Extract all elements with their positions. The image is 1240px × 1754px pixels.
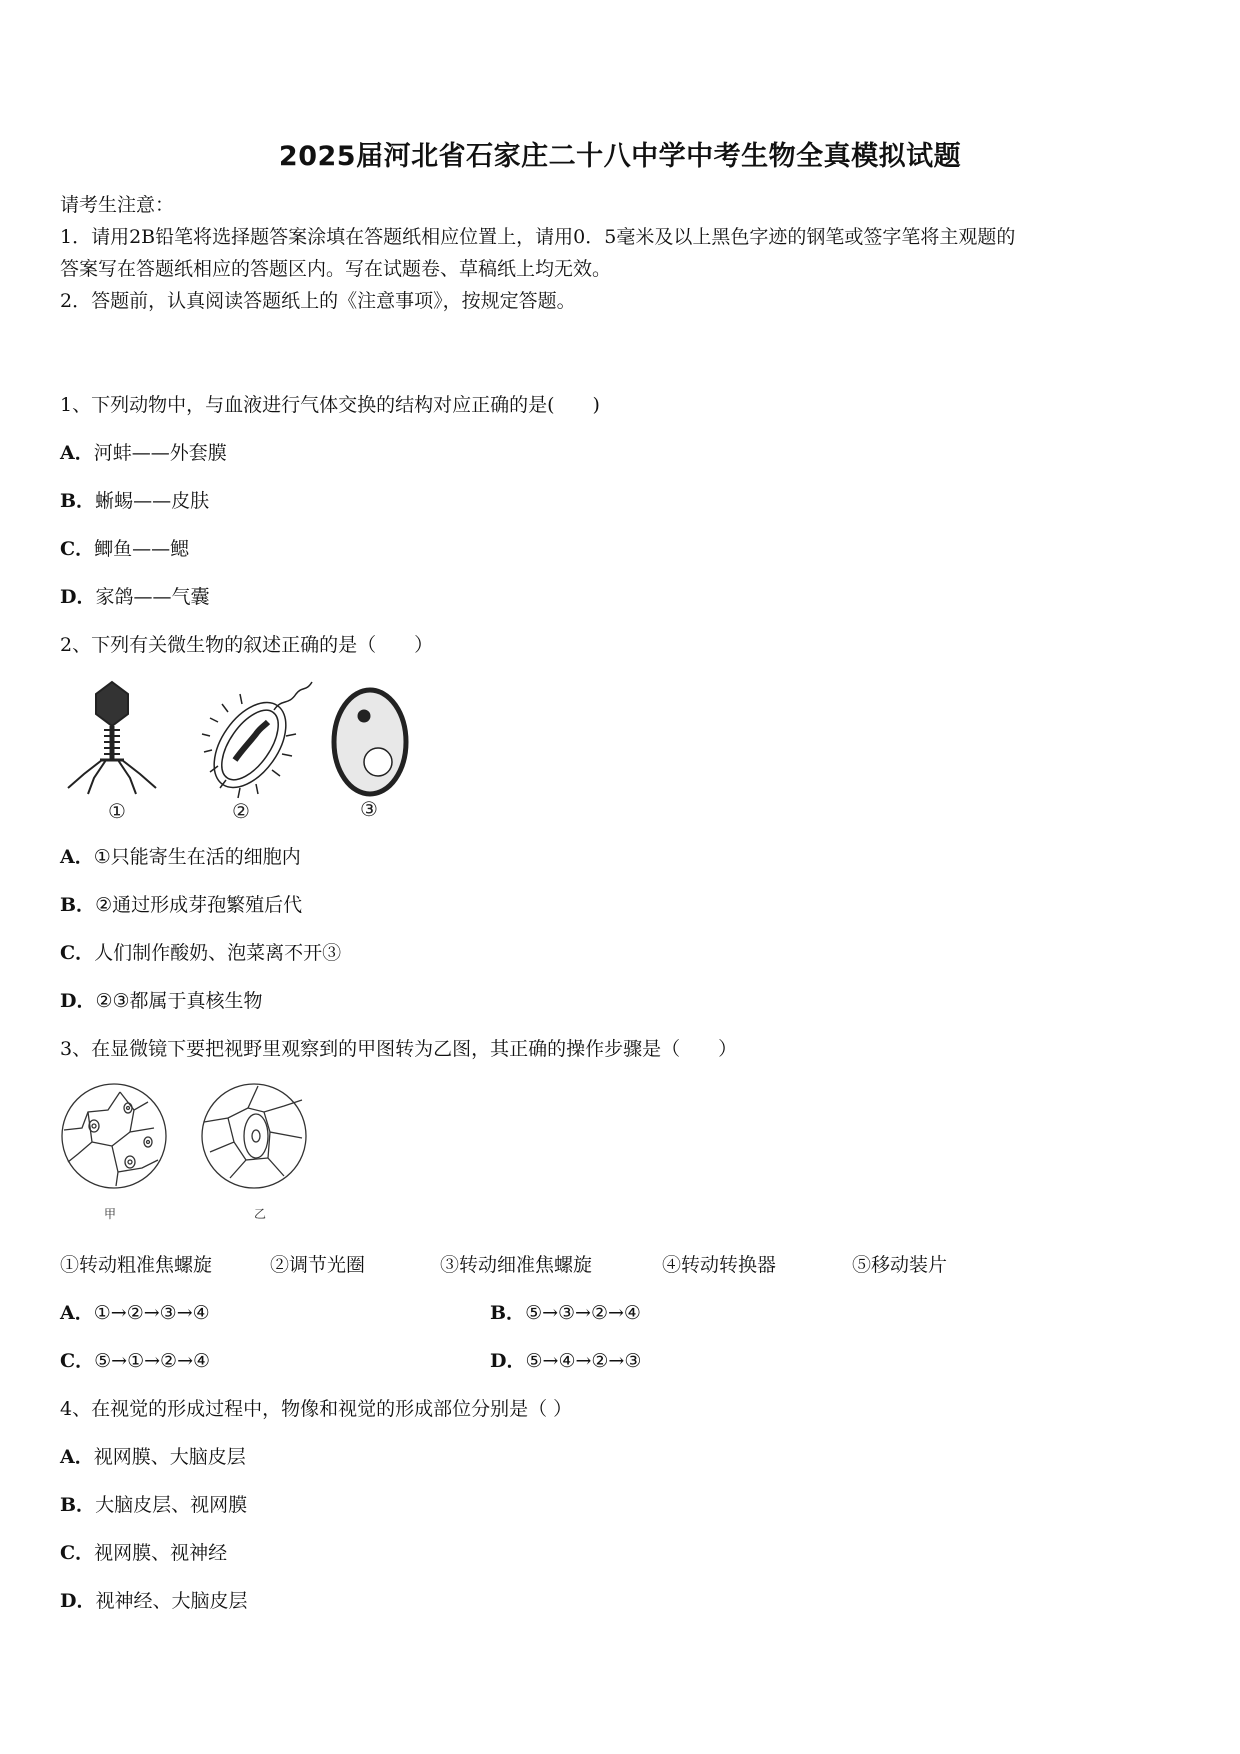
figure-label-jia: 甲 <box>104 1207 117 1221</box>
microorganism-figure <box>60 670 460 820</box>
option-text: ⑤→①→②→④ <box>94 1350 211 1372</box>
q3-option-d[interactable] <box>490 1346 641 1373</box>
option-letter: A． <box>60 846 94 868</box>
option-letter: B． <box>60 894 96 916</box>
q3-option-b[interactable] <box>490 1298 641 1325</box>
option-letter: D． <box>60 1590 96 1612</box>
option-text: 鲫鱼——鳃 <box>94 538 190 560</box>
option-text: 视网膜、视神经 <box>94 1542 228 1564</box>
q2-option-a[interactable] <box>60 842 301 869</box>
option-text: ⑤→④→②→③ <box>525 1350 642 1372</box>
microscope-field-figure <box>58 1082 318 1222</box>
q1-option-a[interactable] <box>60 438 227 465</box>
option-letter: D． <box>490 1350 526 1372</box>
q4-option-b[interactable] <box>60 1490 247 1517</box>
option-text: ②③都属于真核生物 <box>95 990 263 1012</box>
yeast-cell-image <box>334 690 406 794</box>
option-text: ⑤→③→②→④ <box>525 1302 641 1324</box>
figure-label-1: ① <box>108 799 126 820</box>
option-letter: A． <box>60 442 94 464</box>
option-letter: C． <box>60 1542 95 1564</box>
notice-item-1-line-2: 答案写在答题纸相应的答题区内。写在试题卷、草稿纸上均无效。 <box>60 258 612 280</box>
q3-step-1: ①转动粗准焦螺旋 <box>60 1254 213 1276</box>
option-text: 家鸽——气囊 <box>95 586 210 608</box>
q1-option-c[interactable] <box>60 534 189 561</box>
q1-option-d[interactable] <box>60 582 210 609</box>
option-text: 视神经、大脑皮层 <box>95 1590 248 1612</box>
option-letter: B． <box>60 1494 96 1516</box>
option-text: ①→②→③→④ <box>93 1302 210 1324</box>
option-letter: D． <box>60 990 96 1012</box>
q3-step-3: ③转动细准焦螺旋 <box>440 1254 593 1276</box>
notice-item-2: 2．答题前，认真阅读答题纸上的《注意事项》，按规定答题。 <box>60 290 576 312</box>
option-text: 人们制作酸奶、泡菜离不开③ <box>94 942 342 964</box>
q2-stem: 2、下列有关微生物的叙述正确的是（ ） <box>60 634 434 656</box>
option-text: ①只能寄生在活的细胞内 <box>93 846 301 868</box>
option-letter: C． <box>60 1350 95 1372</box>
notice-item-1-line-1: 1．请用2B铅笔将选择题答案涂填在答题纸相应位置上，请用0．5毫米及以上黑色字迹的钢笔或签字笔将主观题的 <box>60 226 1016 248</box>
q2-option-b[interactable] <box>60 890 302 917</box>
option-letter: B． <box>490 1302 526 1324</box>
q3-step-2: ②调节光圈 <box>270 1254 366 1276</box>
q4-stem: 4、在视觉的形成过程中，物像和视觉的形成部位分别是（ ） <box>60 1398 573 1420</box>
bacteriophage-image <box>68 682 156 794</box>
figure-label-yi: 乙 <box>254 1207 267 1221</box>
figure-label-3: ③ <box>360 797 378 820</box>
q1-stem: 1、下列动物中，与血液进行气体交换的结构对应正确的是( ) <box>60 394 600 416</box>
q4-option-c[interactable] <box>60 1538 227 1565</box>
q3-option-c[interactable] <box>60 1346 210 1373</box>
notice-heading: 请考生注意： <box>60 194 175 216</box>
q4-option-d[interactable] <box>60 1586 248 1613</box>
q1-option-b[interactable] <box>60 486 209 513</box>
option-letter: B． <box>60 490 96 512</box>
option-letter: C． <box>60 538 95 560</box>
q3-step-4: ④转动转换器 <box>662 1254 777 1276</box>
page-title: 2025届河北省石家庄二十八中学中考生物全真模拟试题 <box>278 141 962 172</box>
bacterium-image <box>200 682 312 800</box>
option-text: 蜥蜴——皮肤 <box>95 490 210 512</box>
q3-stem: 3、在显微镜下要把视野里观察到的甲图转为乙图，其正确的操作步骤是（ ） <box>60 1038 738 1060</box>
q3-option-a[interactable] <box>60 1298 210 1325</box>
option-letter: A． <box>60 1302 94 1324</box>
option-text: 河蚌——外套膜 <box>93 442 227 464</box>
q3-step-5: ⑤移动装片 <box>852 1254 948 1276</box>
option-text: ②通过形成芽孢繁殖后代 <box>95 894 303 916</box>
option-letter: D． <box>60 586 96 608</box>
option-text: 大脑皮层、视网膜 <box>95 1494 248 1516</box>
field-yi-image <box>202 1084 306 1188</box>
q2-option-d[interactable] <box>60 986 263 1013</box>
option-letter: A． <box>60 1446 94 1468</box>
q4-option-a[interactable] <box>60 1442 246 1469</box>
option-text: 视网膜、大脑皮层 <box>93 1446 246 1468</box>
field-jia-image <box>62 1084 166 1188</box>
option-letter: C． <box>60 942 95 964</box>
q2-option-c[interactable] <box>60 938 341 965</box>
figure-label-2: ② <box>232 799 250 820</box>
